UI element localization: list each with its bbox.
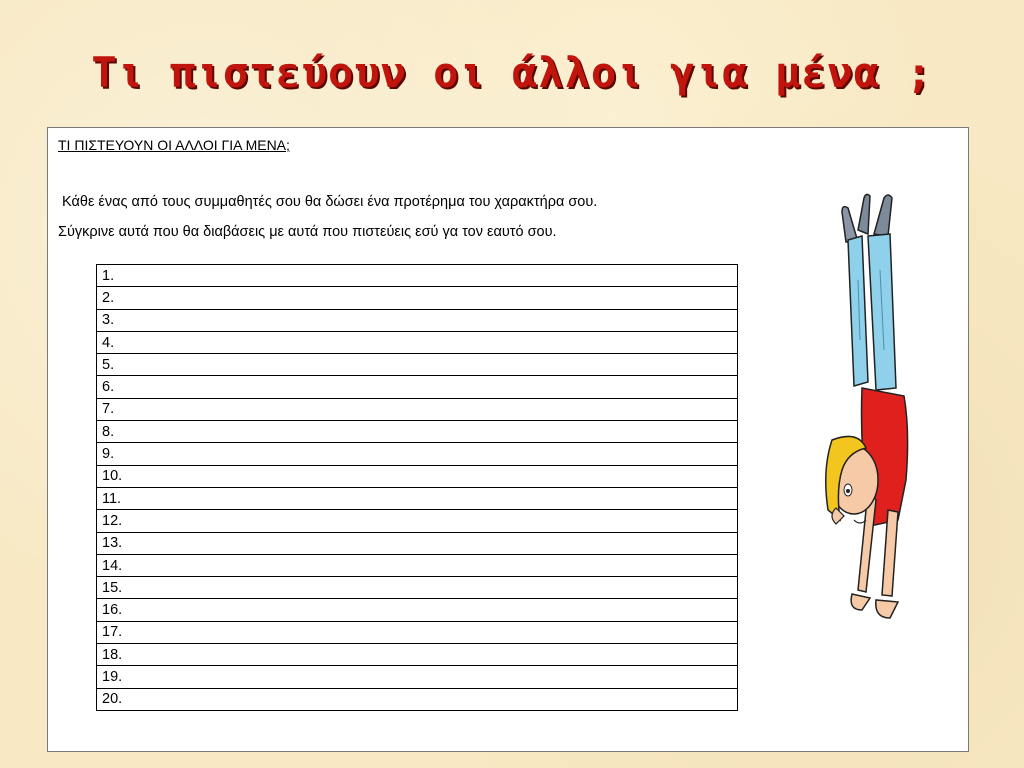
list-row xyxy=(97,532,738,554)
list-table-body xyxy=(97,265,738,711)
instruction-line-1: Κάθε ένας από τους συμμαθητές σου θα δώσει ένα προτέρημα του χαρακτήρα σου. xyxy=(62,194,598,210)
legs-jeans xyxy=(848,234,896,390)
list-row xyxy=(97,398,738,420)
list-row xyxy=(97,443,738,465)
list-row-cell[interactable]: 19. xyxy=(97,666,738,688)
list-row xyxy=(97,287,738,309)
list-row xyxy=(97,354,738,376)
list-row-cell[interactable]: 10. xyxy=(97,465,738,487)
worksheet-heading: ΤΙ ΠΙΣΤΕΥΟΥΝ ΟΙ ΑΛΛΟΙ ΓΙΑ ΜΕΝΑ; xyxy=(58,137,290,153)
list-row-cell[interactable]: 12. xyxy=(97,510,738,532)
list-row xyxy=(97,666,738,688)
list-row xyxy=(97,421,738,443)
list-row-cell[interactable]: 17. xyxy=(97,621,738,643)
list-row xyxy=(97,487,738,509)
list-row xyxy=(97,554,738,576)
list-row xyxy=(97,309,738,331)
list-row xyxy=(97,465,738,487)
list-row-cell[interactable]: 13. xyxy=(97,532,738,554)
foot-left xyxy=(842,194,870,242)
list-row xyxy=(97,688,738,710)
list-row-cell[interactable]: 18. xyxy=(97,644,738,666)
foot-right xyxy=(874,195,892,236)
list-row-cell[interactable]: 6. xyxy=(97,376,738,398)
list-row xyxy=(97,644,738,666)
list-row xyxy=(97,331,738,353)
list-row-cell[interactable]: 7. xyxy=(97,398,738,420)
slide-title: Τι πιστεύουν οι άλλοι για μένα ; xyxy=(91,48,933,97)
list-row-cell[interactable]: 15. xyxy=(97,577,738,599)
handstand-boy-illustration xyxy=(818,190,918,625)
list-row xyxy=(97,510,738,532)
list-row xyxy=(97,599,738,621)
list-row-cell[interactable]: 20. xyxy=(97,688,738,710)
list-row xyxy=(97,621,738,643)
list-row-cell[interactable]: 5. xyxy=(97,354,738,376)
instruction-line-2: Σύγκρινε αυτά που θα διαβάσεις με αυτά που πιστεύεις εσύ γα τον εαυτό σου. xyxy=(58,224,557,240)
list-row xyxy=(97,265,738,287)
list-row xyxy=(97,376,738,398)
numbered-list-table xyxy=(96,264,738,711)
list-row-cell[interactable]: 14. xyxy=(97,554,738,576)
list-row-cell[interactable]: 2. xyxy=(97,287,738,309)
list-row-cell[interactable]: 1. xyxy=(97,265,738,287)
list-row-cell[interactable]: 9. xyxy=(97,443,738,465)
list-row-cell[interactable]: 8. xyxy=(97,421,738,443)
list-row-cell[interactable]: 3. xyxy=(97,309,738,331)
list-row xyxy=(97,577,738,599)
list-row-cell[interactable]: 16. xyxy=(97,599,738,621)
list-row-cell[interactable]: 4. xyxy=(97,331,738,353)
list-row-cell[interactable]: 11. xyxy=(97,487,738,509)
